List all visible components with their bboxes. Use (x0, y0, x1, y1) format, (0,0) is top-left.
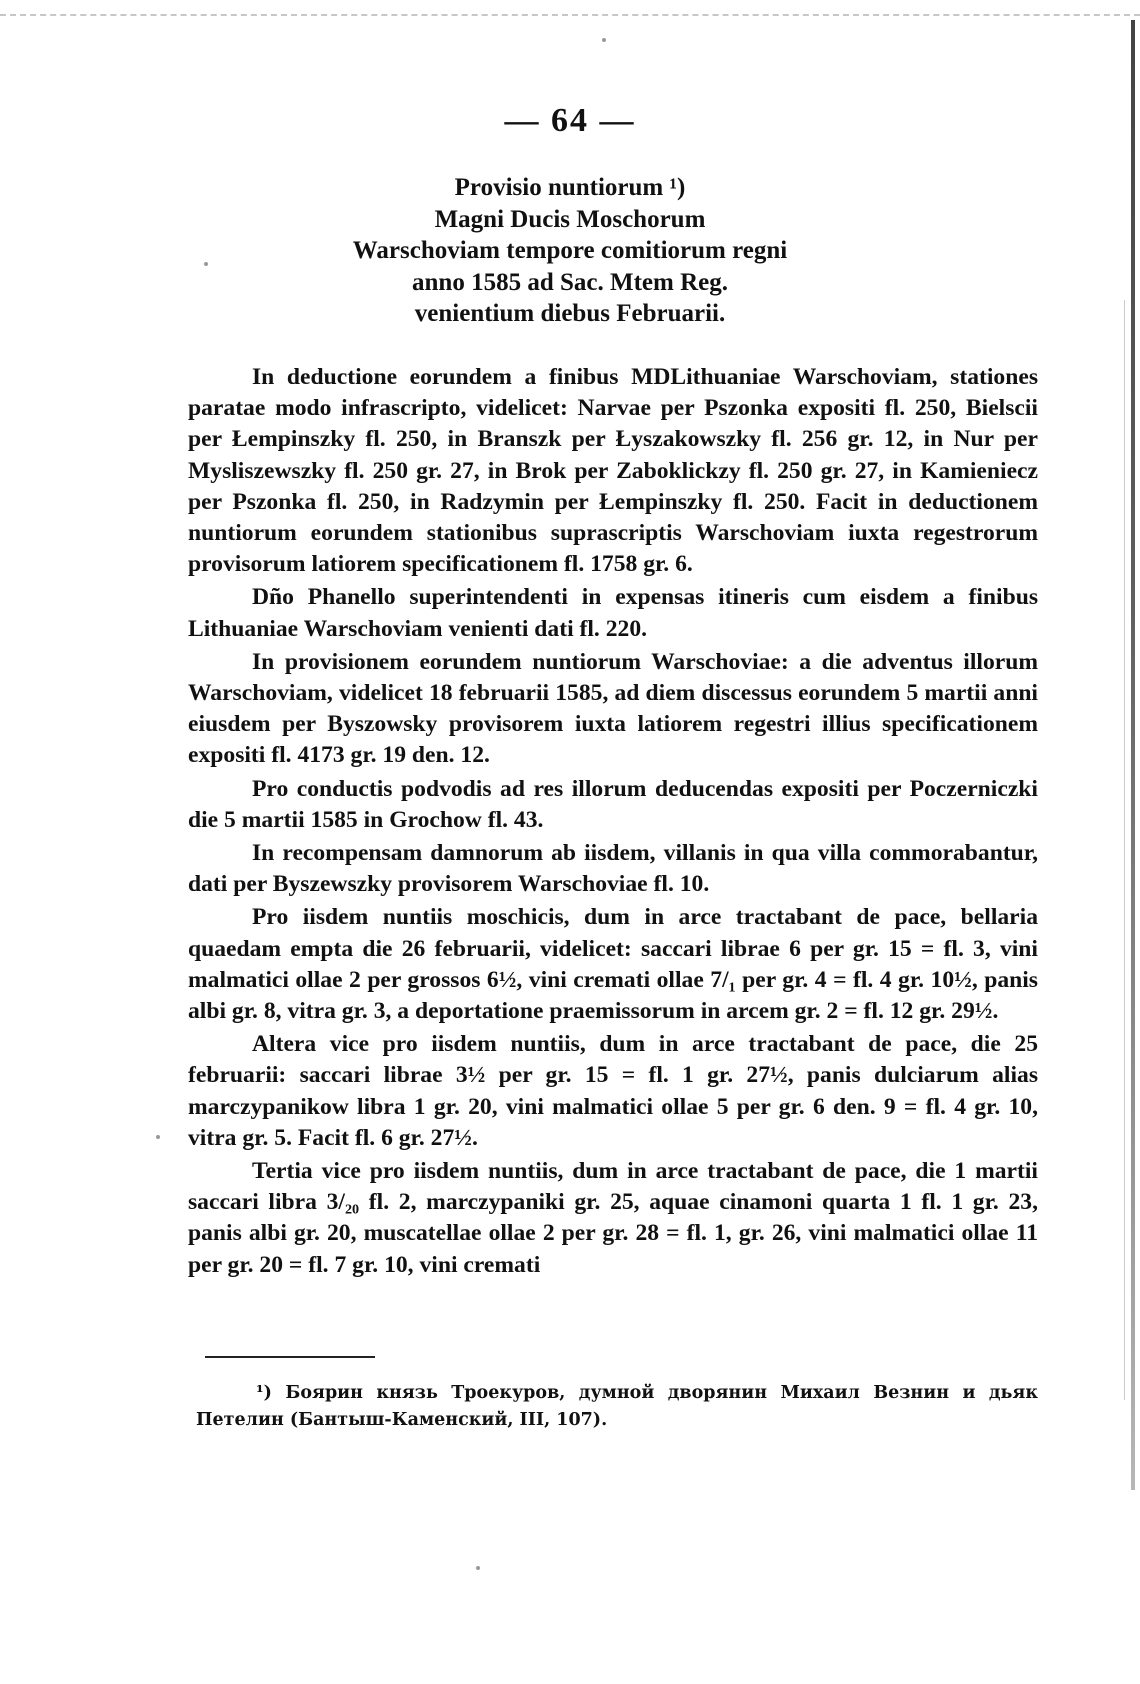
footnote: ¹) Боярин князь Троекуров, думной дворянин Михаил Везнин и дьяк Петелин (Бантыш-Каменский, III, 107). (196, 1383, 1038, 1430)
paragraph-deductione: In deductione eorundem a finibus MDLithuaniae Warschoviam, stationes paratae modo infrascripto, videlicet: Narvae per Pszonka expositi fl. 250, Bielscii per Łempinszky fl. 250, in Branszk per Łyszakowszky fl. 256 gr. 12, in Nur per Mysliszewszky fl. 250 gr. 27, in Brok per Zaboklickzy fl. 250 gr. 27, in Kamieniecz per Pszonka fl. 250, in Radzymin per Łempinszky fl. 250. Facit in deductionem nuntiorum eorundem stationibus suprascriptis Warschoviam iuxta regestrorum provisorum latiorem specificationem fl. 1758 gr. 6. (188, 364, 1038, 578)
title-line: Warschoviam tempore comitiorum regni (352, 237, 788, 264)
paragraph-bellaria: Pro iisdem nuntiis moschicis, dum in arce tractabant de pace, bellaria quaedam empta die 26 februarii, videlicet: saccari librae 6 per gr. 15 = fl. 3, vini malmatici ollae 2 per grossos 6½, vini cremati ollae 7/₁ per gr. 4 = fl. 4 gr. 10½, panis albi gr. 8, vitra gr. 3, a deportatione praemissorum in arcem gr. 2 = fl. 12 gr. 29½. (188, 904, 1038, 1025)
scan-speck (602, 38, 606, 42)
paragraph-recompensam: In recompensam damnorum ab iisdem, villanis in qua villa commorabantur, dati per Byszewszky provisorem Warschoviae fl. 10. (188, 840, 1038, 898)
title-line: Provisio nuntiorum ¹) (454, 174, 686, 201)
paragraph-podvodis: Pro conductis podvodis ad res illorum deducendas expositi per Poczerniczki die 5 martii 1585 in Grochow fl. 43. (188, 775, 1038, 833)
scan-edge-top (0, 14, 1140, 16)
paragraph-provisionem: In provisionem eorundem nuntiorum Warschoviae: a die adventus illorum Warschoviam, videlicet 18 februarii 1585, ad diem discessus eorundem 5 martii anni eiusdem per Byszowsky provisorem iuxta latiorem regestri illius specificationem expositi fl. 4173 gr. 19 den. 12. (188, 648, 1038, 769)
page-number: — 64 — (504, 102, 636, 139)
scan-speck (156, 1135, 160, 1139)
paragraph-altera-vice: Altera vice pro iisdem nuntiis, dum in arce tractabant de pace, die 25 februarii: saccari librae 3½ per gr. 15 = fl. 1 gr. 27½, panis dulciarum alias marczypanikow libra 1 gr. 20, vini malmatici ollae 5 per gr. 6 den. 9 = fl. 4 gr. 10, vitra gr. 5. Facit fl. 6 gr. 27½. (188, 1031, 1038, 1151)
paragraph-phanello: Dño Phanello superintendenti in expensas itineris cum eisdem a finibus Lithuaniae Warschoviam venienti dati fl. 220. (188, 584, 1038, 642)
body-text (188, 362, 1038, 1283)
title-line: Magni Ducis Moschorum (434, 205, 706, 233)
title-line: venientium diebus Februarii. (414, 300, 726, 327)
footnote-rule (205, 1356, 375, 1358)
document-title (200, 172, 940, 330)
scan-speck (476, 1566, 480, 1570)
scan-edge-right (1131, 20, 1135, 1490)
paragraph-tertia-vice: Tertia vice pro iisdem nuntiis, dum in arce tractabant de pace, die 1 martii saccari libra 3/₂₀ fl. 2, marczypaniki gr. 25, aquae cinamoni quarta 1 fl. 1 gr. 23, panis albi gr. 20, muscatellae ollae 2 per gr. 28 = fl. 1, gr. 26, vini malmatici ollae 11 per gr. 20 = fl. 7 gr. 10, vini cremati (188, 1158, 1038, 1278)
scan-edge-right-thin (1124, 300, 1125, 1400)
scan-speck (204, 262, 208, 266)
title-line: anno 1585 ad Sac. Mtem Reg. (412, 268, 728, 296)
